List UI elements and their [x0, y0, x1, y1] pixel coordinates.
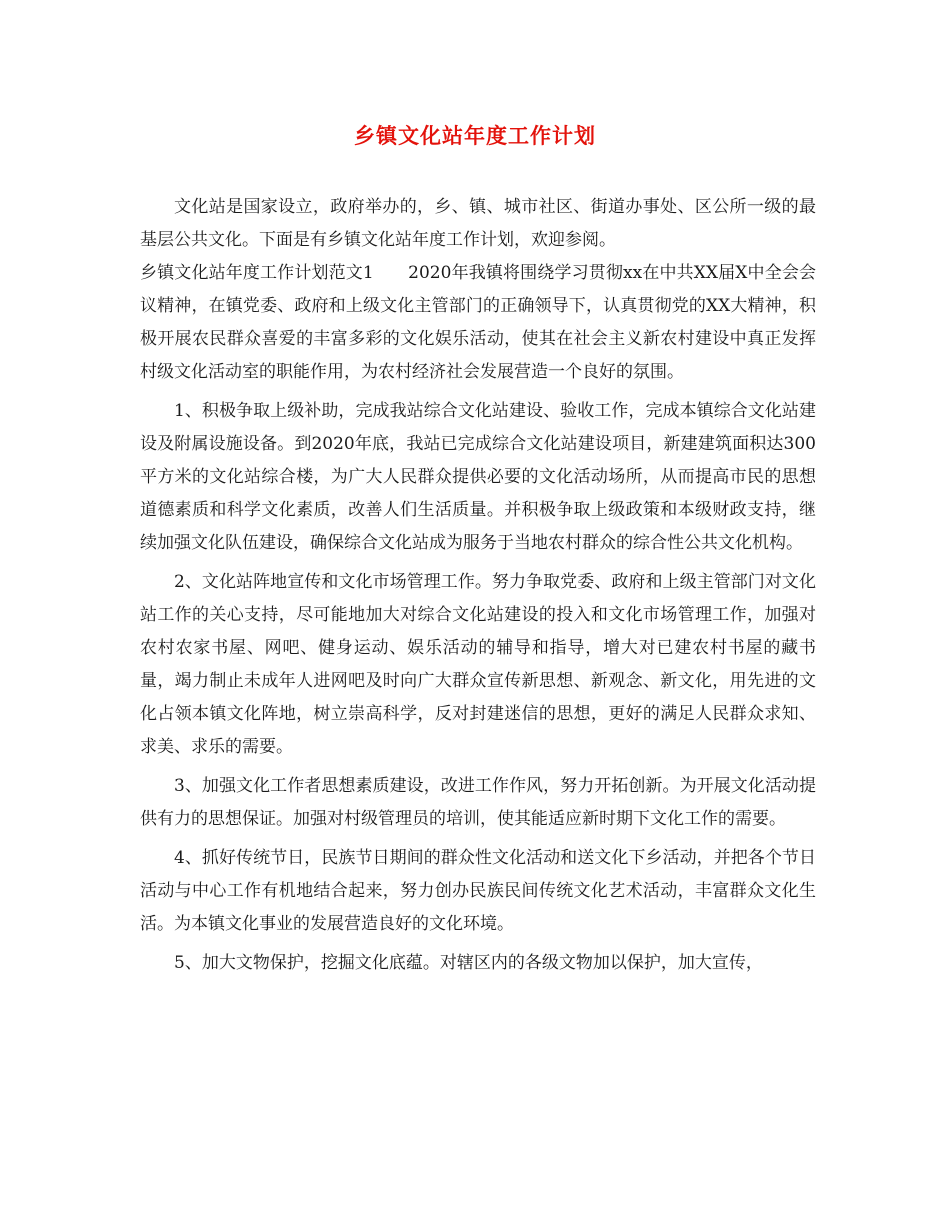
document-title: 乡镇文化站年度工作计划 [354, 124, 596, 148]
item-paragraph-1: 1、积极争取上级补助，完成我站综合文化站建设、验收工作，完成本镇综合文化站建设及附属设施设备。到2020年底，我站已完成综合文化站建设项目，新建建筑面积达300平方米的文化站综合楼，为广大人民群众提供必要的文化活动场所，从而提高市民的思想道德素质和科学文化素质，改善人们生活质量。并积极争取上级政策和本级财政支持，继续加强文化队伍建设，确保综合文化站成为服务于当地农村群众的综合性公共文化机构。 [140, 401, 816, 553]
intro-paragraph: 文化站是国家设立，政府举办的，乡、镇、城市社区、街道办事处、区公所一级的最基层公共文化。下面是有乡镇文化站年度工作计划，欢迎参阅。 [140, 197, 816, 250]
document-body [140, 191, 816, 980]
item-paragraph-4: 4、抓好传统节日，民族节日期间的群众性文化活动和送文化下乡活动，并把各个节日活动与中心工作有机地结合起来，努力创办民族民间传统文化艺术活动，丰富群众文化生活。为本镇文化事业的发展营造良好的文化环境。 [140, 848, 816, 934]
item-paragraph-5: 5、加大文物保护，挖掘文化底蕴。对辖区内的各级文物加以保护，加大宣传， [174, 953, 763, 973]
item-paragraph-3: 3、加强文化工作者思想素质建设，改进工作作风，努力开拓创新。为开展文化活动提供有力的思想保证。加强对村级管理员的培训，使其能适应新时期下文化工作的需要。 [140, 776, 816, 829]
sample-paragraph: 乡镇文化站年度工作计划范文1 2020年我镇将围绕学习贯彻xx在中共XX届X中全会会议精神，在镇党委、政府和上级文化主管部门的正确领导下，认真贯彻党的XX大精神，积极开展农民群众喜爱的丰富多彩的文化娱乐活动，使其在社会主义新农村建设中真正发挥村级文化活动室的职能作用，为农村经济社会发展营造一个良好的氛围。 [140, 263, 816, 382]
item-paragraph-2: 2、文化站阵地宣传和文化市场管理工作。努力争取党委、政府和上级主管部门对文化站工作的关心支持，尽可能地加大对综合文化站建设的投入和文化市场管理工作，加强对农村农家书屋、网吧、健身运动、娱乐活动的辅导和指导，增大对已建农村书屋的藏书量，竭力制止未成年人进网吧及时向广大群众宣传新思想、新观念、新文化，用先进的文化占领本镇文化阵地，树立崇高科学，反对封建迷信的思想，更好的满足人民群众求知、求美、求乐的需要。 [140, 572, 816, 757]
